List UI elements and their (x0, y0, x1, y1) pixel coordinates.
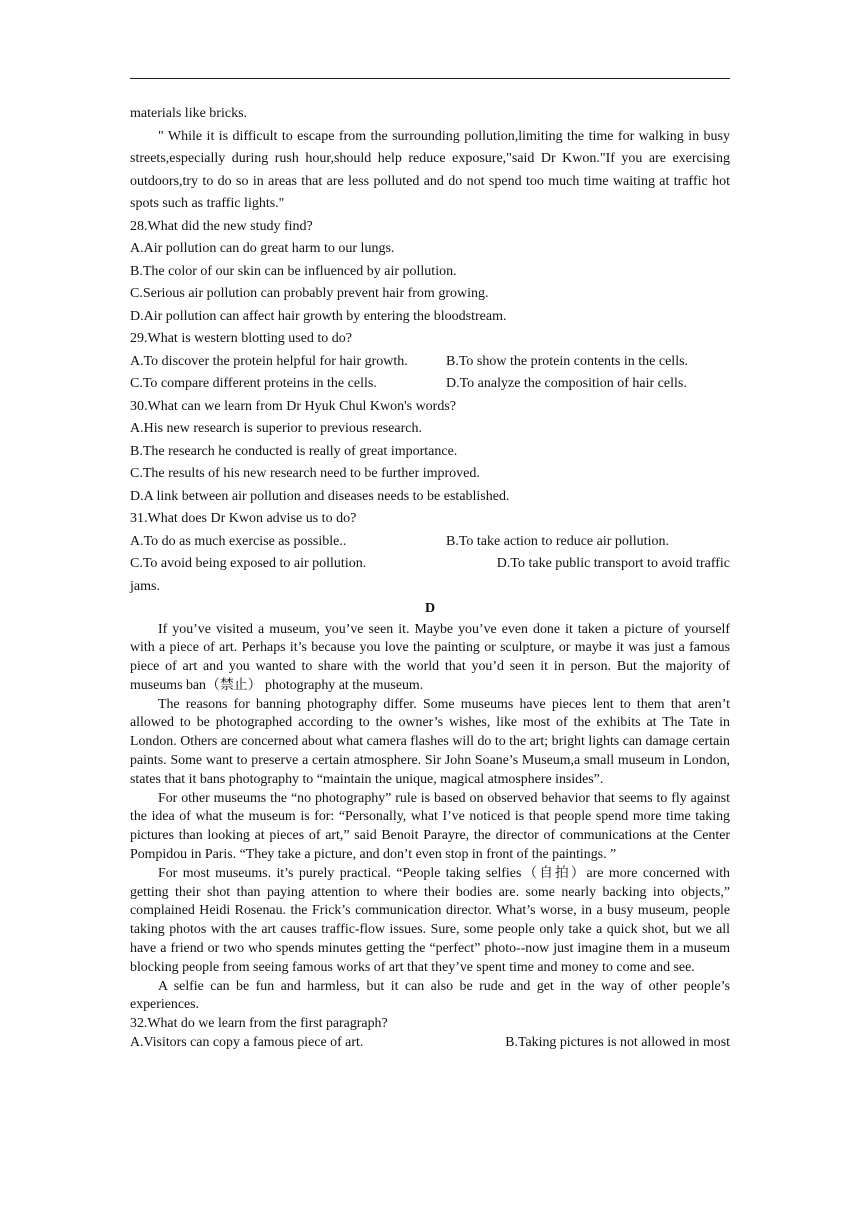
question-30: 30.What can we learn from Dr Hyuk Chul Kwon's words? (130, 398, 456, 414)
option-31-b: B.To take action to reduce air pollution. (446, 533, 669, 549)
option-28-b: B.The color of our skin can be influenced by air pollution. (130, 263, 457, 279)
option-30-b: B.The research he conducted is really of great importance. (130, 443, 458, 459)
option-28-c: C.Serious air pollution can probably prevent hair from growing. (130, 286, 489, 301)
options-32-ab (130, 1034, 730, 1053)
text-line: materials like bricks. (130, 106, 248, 121)
question-28: 28.What did the new study find? (130, 218, 313, 234)
passage-paragraph-4: For most museums. it’s purely practical. “People taking selfies（自拍）are more concerned with getting their shot than paying attention to where their bodies are. some nearly backing into objects,” complained Heidi Rosenau. the Frick’s communication director. What’s worse, in a busy museum, people taking photos with the art causes traffic-flow issues. Sure, some people only take a quick shot, but we all have a friend or two who spends minutes getting the “perfect” photo--now just imagine them in a museum blocking people from seeing famous works of art that they’ve spent time and money to come and see. (130, 865, 730, 975)
option-30-c: C.The results of his new research need to be further improved. (130, 466, 480, 481)
option-32-b: B.Taking pictures is not allowed in most (505, 1035, 730, 1051)
option-31-d-continued: jams. (130, 578, 160, 594)
page-content (130, 103, 730, 1053)
header-rule (130, 78, 730, 79)
option-28-d: D.Air pollution can affect hair growth by entering the bloodstream. (130, 308, 507, 324)
option-30-d: D.A link between air pollution and diseases needs to be established. (130, 488, 510, 504)
options-29-ab (130, 351, 730, 374)
passage-paragraph-1: If you’ve visited a museum, you’ve seen it. Maybe you’ve even done it taken a picture of yourself with a piece of art. Perhaps it’s because you love the painting or sculpture, or maybe it was just a famous piece of art and you wanted to share with the world that you’d seen it in person. But the majority of museums ban（禁止） photography at the museum. (130, 621, 730, 693)
option-30-a: A.His new research is superior to previous research. (130, 421, 422, 436)
option-31-c: C.To avoid being exposed to air pollution. (130, 556, 367, 571)
question-29: 29.What is western blotting used to do? (130, 331, 353, 346)
question-32: 32.What do we learn from the first paragraph? (130, 1016, 388, 1032)
quote-paragraph: " While it is difficult to escape from the surrounding pollution,limiting the time for walking in busy streets,especially during rush hour,should help reduce exposure,"said Dr Kwon."If you are exercising outdoors,try to do so in areas that are less polluted and do not spend too much time waiting at traffic hot spots such as traffic lights." (130, 128, 730, 211)
option-32-a: A.Visitors can copy a famous piece of art. (130, 1035, 364, 1051)
option-29-c: C.To compare different proteins in the cells. (130, 376, 377, 391)
passage-paragraph-5: A selfie can be fun and harmless, but it can also be rude and get in the way of other people’s experiences. (130, 978, 730, 1013)
option-31-a: A.To do as much exercise as possible.. (130, 533, 347, 549)
options-31-ab (130, 531, 730, 554)
option-29-b: B.To show the protein contents in the cells. (446, 353, 689, 369)
option-29-d: D.To analyze the composition of hair cells. (446, 376, 687, 391)
option-29-a: A.To discover the protein helpful for hair growth. (130, 353, 408, 369)
question-31: 31.What does Dr Kwon advise us to do? (130, 511, 357, 526)
section-heading: D (424, 601, 436, 616)
option-31-d: D.To take public transport to avoid traffic (496, 556, 730, 571)
passage-paragraph-3: For other museums the “no photography” rule is based on observed behavior that seems to fly against the idea of what the museum is for: “Personally, what I’ve noticed is that people spend more time taking pictures than looking at pieces of art,” said Benoit Parayre, the director of communications at the Center Pompidou in Paris. “They take a picture, and don’t even stop in front of the paintings. ” (130, 790, 730, 863)
options-29-cd (130, 373, 730, 396)
passage-paragraph-2: The reasons for banning photography differ. Some museums have pieces lent to them that aren’t allowed to be photographed according to the owner’s wishes, like most of the exhibits at The Tate in London. Others are concerned about what camera flashes will do to the art; bright lights can damage certain paints. Some want to preserve a certain atmosphere. Sir John Soane’s Museum,a small museum in London, states that it bans photography to “maintain the unique, magical atmosphere insides”. (130, 696, 730, 787)
option-28-a: A.Air pollution can do great harm to our lungs. (130, 241, 395, 256)
options-31-cd (130, 553, 730, 576)
